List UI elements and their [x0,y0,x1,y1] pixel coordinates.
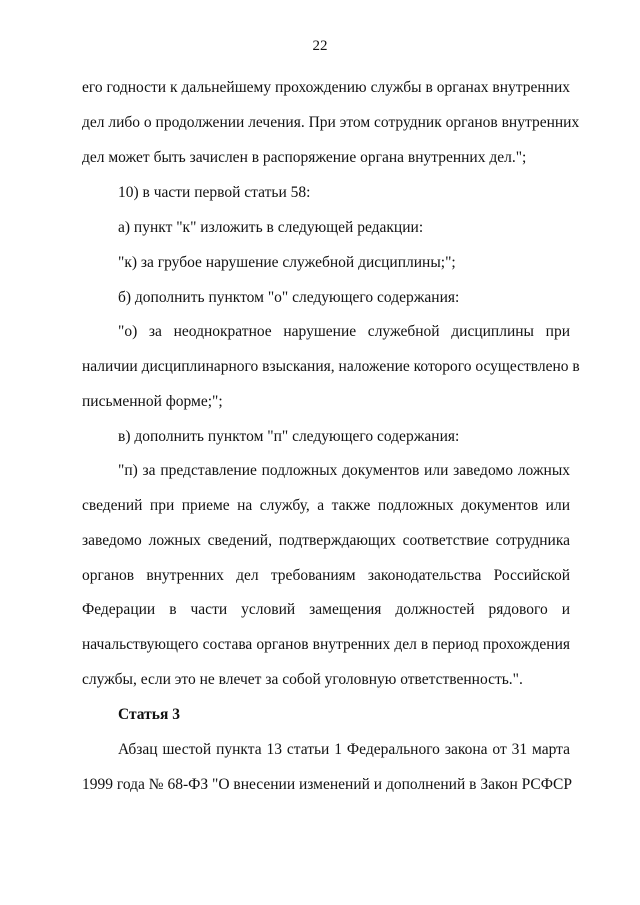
text-line-4: 10) в части первой статьи 58: [118,184,311,201]
text-line-11: в) дополнить пунктом "п" следующего содержания: [118,428,460,445]
text-line-16: Федерации в части условий замещения должностей рядового и [82,601,570,618]
page-number: 22 [312,38,328,54]
text-line-20: Абзац шестой пункта 13 статьи 1 Федерального закона от 31 марта [118,741,570,758]
text-line-5: а) пункт "к" изложить в следующей редакции: [118,219,424,236]
text-line-1: его годности к дальнейшему прохождению службы в органах внутренних [82,79,570,96]
text-line-18: службы, если это не влечет за собой уголовную ответственность.". [82,671,523,688]
text-line-12: "п) за представление подложных документов или заведомо ложных [118,462,570,479]
text-line-6: "к) за грубое нарушение служебной дисциплины;"; [118,254,456,271]
text-line-7: б) дополнить пунктом "о" следующего содержания: [118,289,460,306]
text-line-21: 1999 года № 68-ФЗ "О внесении изменений и дополнений в Закон РСФСР [82,776,572,793]
text-line-13: сведений при приеме на службу, а также подложных документов или [82,497,570,514]
text-line-17: начальствующего состава органов внутренних дел в период прохождения [82,636,570,653]
text-line-10: письменной форме;"; [82,393,223,410]
text-line-3: дел может быть зачислен в распоряжение органа внутренних дел."; [82,149,527,166]
text-line-9: наличии дисциплинарного взыскания, наложение которого осуществлено в [82,358,580,375]
article-heading: Статья 3 [118,706,180,723]
text-line-15: органов внутренних дел требованиям законодательства Российской [82,567,570,584]
text-line-2: дел либо о продолжении лечения. При этом сотрудник органов внутренних [82,114,580,131]
text-line-14: заведомо ложных сведений, подтверждающих соответствие сотрудника [82,532,570,549]
text-line-8: "о) за неоднократное нарушение служебной дисциплины при [118,323,570,340]
